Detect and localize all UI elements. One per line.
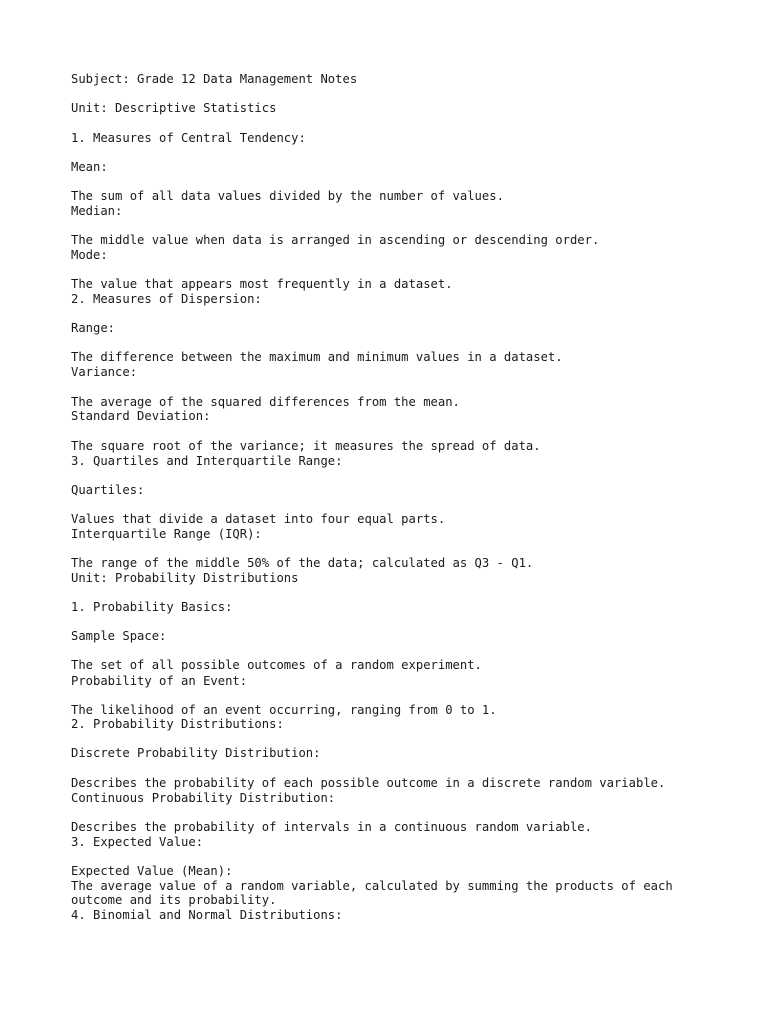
term-label: Probability of an Event: <box>71 674 248 688</box>
term-label: Mean: <box>71 160 108 174</box>
term-definition: The likelihood of an event occurring, ranging from 0 to 1. <box>71 703 497 717</box>
term-definition: Describes the probability of intervals in a continuous random variable. <box>71 820 592 834</box>
term-label: Continuous Probability Distribution: <box>71 791 336 805</box>
section-heading: 1. Measures of Central Tendency: <box>71 131 306 145</box>
term-definition: Values that divide a dataset into four equal parts. <box>71 512 446 526</box>
term-label: Standard Deviation: <box>71 409 211 423</box>
section-heading: 4. Binomial and Normal Distributions: <box>71 908 343 922</box>
section-heading: 3. Quartiles and Interquartile Range: <box>71 454 343 468</box>
term-definition: The range of the middle 50% of the data; calculated as Q3 - Q1. <box>71 556 534 570</box>
term-definition: outcome and its probability. <box>71 893 277 907</box>
term-label: Expected Value (Mean): <box>71 864 233 878</box>
term-definition: The value that appears most frequently in a dataset. <box>71 277 453 291</box>
subject-line: Subject: Grade 12 Data Management Notes <box>71 72 358 86</box>
section-heading: 2. Measures of Dispersion: <box>71 292 262 306</box>
term-label: Variance: <box>71 365 138 379</box>
term-definition: The set of all possible outcomes of a random experiment. <box>71 658 482 672</box>
term-definition: The middle value when data is arranged in ascending or descending order. <box>71 233 600 247</box>
term-definition: Describes the probability of each possible outcome in a discrete random variable. <box>71 776 666 790</box>
unit-title: Unit: Descriptive Statistics <box>71 101 277 115</box>
unit-title: Unit: Probability Distributions <box>71 571 299 585</box>
section-heading: 1. Probability Basics: <box>71 600 233 614</box>
term-label: Median: <box>71 204 123 218</box>
term-label: Sample Space: <box>71 629 167 643</box>
term-label: Range: <box>71 321 116 335</box>
term-definition: The difference between the maximum and minimum values in a dataset. <box>71 350 563 364</box>
term-label: Interquartile Range (IQR): <box>71 527 262 541</box>
term-label: Quartiles: <box>71 483 145 497</box>
term-label: Mode: <box>71 248 108 262</box>
term-label: Discrete Probability Distribution: <box>71 746 321 760</box>
section-heading: 3. Expected Value: <box>71 835 204 849</box>
term-definition: The square root of the variance; it measures the spread of data. <box>71 439 541 453</box>
term-definition: The average value of a random variable, calculated by summing the products of each <box>71 879 673 893</box>
term-definition: The average of the squared differences from the mean. <box>71 395 460 409</box>
term-definition: The sum of all data values divided by the number of values. <box>71 189 504 203</box>
section-heading: 2. Probability Distributions: <box>71 717 284 731</box>
